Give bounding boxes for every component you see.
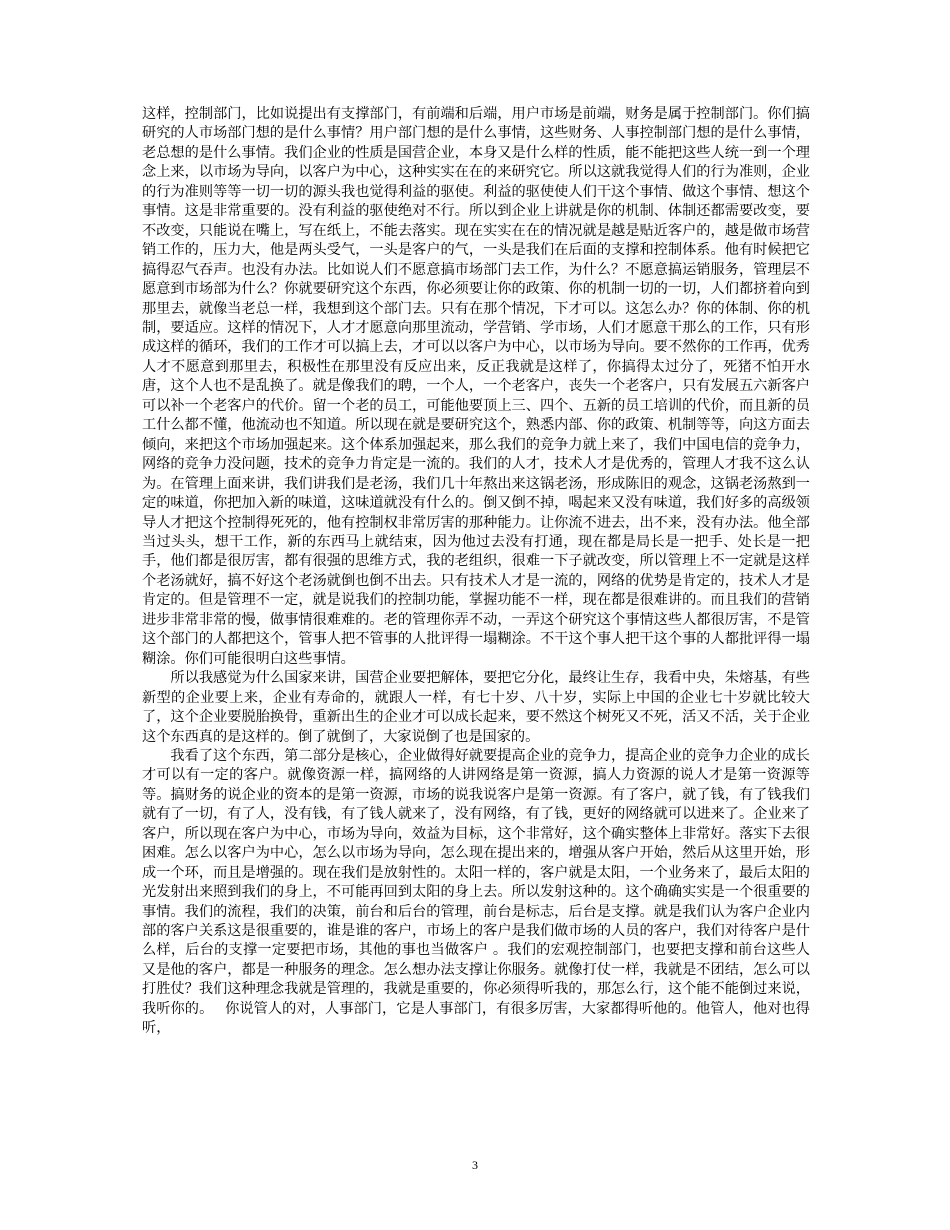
page-number: 3 xyxy=(472,1158,478,1172)
paragraph-1: 这样，控制部门，比如说提出有支撑部门，有前端和后端，用户市场是前端，财务是属于控制部门。你们搞研究的人市场部门想的是什么事情？用户部门想的是什么事情，这些财务、人事控制部门想的是什么事情，老总想的是什么事情。我们企业的性质是国营企业，本身又是什么样的性质，能不能把这些人统一到一个理念上来，以市场为导向，以客户为中心，这种实实在在的来研究它。所以这就我觉得人们的行为准则，企业的行为准则等等一切一切的源头我也觉得利益的驱使。利益的驱使使人们干这个事情、做这个事情、想这个事情。这是非常重要的。没有利益的驱使绝对不行。所以到企业上讲就是你的机制、体制还都需要改变，要不改变，只能说在嘴上，写在纸上，不能去落实。现在实实在在的情况就是越是贴近客户的，越是做市场营销工作的，压力大，他是两头受气，一头是客户的气，一头是我们在后面的支撑和控制体系。他有时候把它搞得忍气吞声。也没有办法。比如说人们不愿意搞市场部门去工作，为什么？不愿意搞运销服务，管理层不愿意到市场部为什么？你就要研究这个东西，你必须要让你的政策、你的机制一切的一切，人们都挤着向到那里去，就像当老总一样，我想到这个部门去。只有在那个情况，下才可以。这怎么办？你的体制、你的机制，要适应。这样的情况下，人才才愿意向那里流动，学营销、学市场，人们才愿意干那么的工作，只有形成这样的循环，我们的工作才可以搞上去，才可以以客户为中心，以市场为导向。要不然你的工作再，优秀人才不愿意到那里去，积极性在那里没有反应出来，反正我就是这样了，你搞得太过分了，死猪不怕开水唐，这个人也不是乱换了。就是像我们的聘，一个人，一个老客户，丧失一个老客户，只有发展五六新客户可以补一个老客户的代价。留一个老的员工，可能他要顶上三、四个、五新的员工培训的代价，而且新的员工什么都不懂，他流动也不知道。所以现在就是要研究这个，熟悉内部、你的政策、机制等等，向这方面去倾向，来把这个市场加强起来。这个体系加强起来，那么我们的竞争力就上来了，我们中国电信的竞争力，网络的竞争力没问题，技术的竞争力肯定是一流的。我们的人才，技术人才是优秀的，管理人才我不这么认为。在管理上面来讲，我们讲我们是老汤，我们几十年熬出来这锅老汤，形成陈旧的观念，这锅老汤熬到一定的味道，你把加入新的味道，这味道就没有什么的。倒又倒不掉，喝起来又没有味道，我们好多的高级领导人才把这个控制得死死的，他有控制权非常厉害的那种能力。让你流不进去，出不来，没有办法。他全部当过头头，想干工作，新的东西马上就结束，因为他过去没有打通，现在都是局长是一把手、处长是一把手，他们都是很厉害，都有很强的思维方式，我的老组织，很难一下子就改变，所以管理上不一定就是这样个老汤就好，搞不好这个老汤就倒也倒不出去。只有技术人才是一流的，网络的优势是肯定的，技术人才是肯定的。但是管理不一定，就是说我们的控制功能，掌握功能不一样，现在都是很难讲的。而且我们的营销进步非常非常的慢，做事情很难难的。老的管理你弄不动，一弄这个研究这个事情这些人都很厉害，不是管这个部门的人都把这个，管事人把不管事的人批评得一塌糊涂。不干这个事人把干这个事的人都批评得一塌糊涂。你们可能很明白这些事情。 xyxy=(142,106,810,667)
paragraph-2: 所以我感觉为什么国家来讲，国营企业要把解体，要把它分化，最终让生存，我看中央，朱熔基，有些新型的企业要上来，企业有寿命的，就跟人一样，有七十岁、八十岁，实际上中国的企业七十岁就比较大了，这个企业要脱胎换骨，重新出生的企业才可以成长起来，要不然这个树死又不死，活又不活，关于企业这个东西真的是这样的。倒了就倒了，大家说倒了也是国家的。 xyxy=(142,670,810,745)
body-text xyxy=(142,105,810,1165)
paragraph-3: 我看了这个东西，第二部分是核心，企业做得好就要提高企业的竞争力，提高企业的竞争力企业的成长才可以有一定的客户。就像资源一样，搞网络的人讲网络是第一资源，搞人力资源的说人才是第一资源等等。搞财务的说企业的资本的是第一资源，市场的说我说客户是第一资源。有了客户，就了钱，有了钱我们就有了一切，有了人，没有钱，有了钱人就来了，没有网络，有了钱，更好的网络就可以进来了。企业来了客户，所以现在客户为中心，市场为导向，效益为目标，这个非常好，这个确实整体上非常好。落实下去很困难。怎么以客户为中心，怎么以市场为导向，怎么现在提出来的，增强从客户开始，然后从这里开始，形成一个环，而且是增强的。现在我们是放射性的。太阳一样的，客户就是太阳，一个业务来了，最后太阳的光发射出来照到我们的身上，不可能再回到太阳的身上去。所以发射这种的。这个确确实实是一个很重要的事情。我们的流程，我们的决策，前台和后台的管理，前台是标志，后台是支撑。就是我们认为客户企业内部的客户关系这是很重要的，谁是谁的客户，市场上的客户是我们做市场的人员的客户，我们对待客户是什么样，后台的支撑一定要把市场，其他的事也当做客户 。我们的宏观控制部门，也要把支撑和前台这些人又是他的客户，都是一种服务的理念。怎么想办法支撑让你服务。就像打仗一样，我就是不团结，怎么可以打胜仗？我们这种理念我就是管理的，我就是重要的，你必须得听我的，那怎么行，这个能不能倒过来说，我听你的。 你说管人的对，人事部门，它是人事部门，有很多厉害，大家都得听他的。他管人，他对也得听， xyxy=(142,747,810,1037)
